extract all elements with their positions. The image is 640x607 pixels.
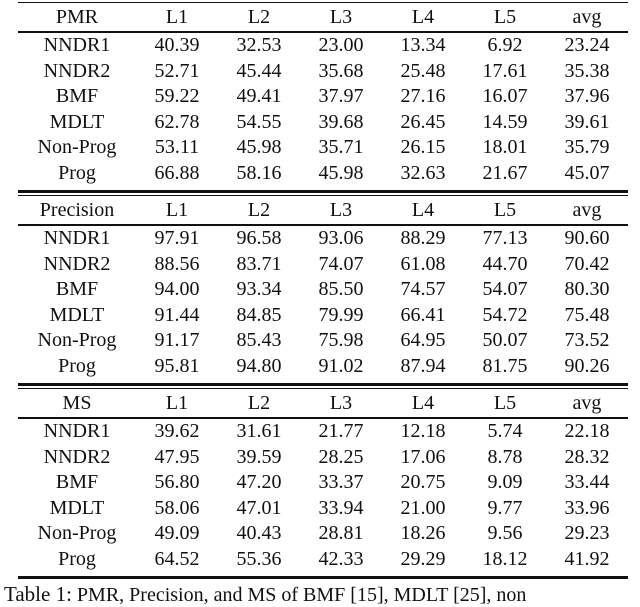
value-cell: 39.61 xyxy=(564,110,610,133)
value-cell: 55.36 xyxy=(236,547,282,570)
value-cell: 14.59 xyxy=(482,110,528,133)
value-cell: 90.26 xyxy=(564,354,610,377)
table-section-pmr xyxy=(18,2,628,186)
column-header: avg xyxy=(546,389,628,418)
table-row xyxy=(18,135,628,161)
table-row xyxy=(18,354,628,380)
value-cell: 93.34 xyxy=(236,278,282,301)
value-cell: 33.96 xyxy=(564,496,610,519)
value-cell: 47.95 xyxy=(154,445,200,468)
value-cell: 58.06 xyxy=(154,496,200,519)
value-cell: 32.53 xyxy=(236,34,282,57)
value-cell: 79.99 xyxy=(318,303,364,326)
method-cell: Prog xyxy=(58,354,96,377)
value-cell: 95.81 xyxy=(154,354,200,377)
table-row xyxy=(18,303,628,329)
table-row xyxy=(18,470,628,496)
value-cell: 83.71 xyxy=(236,252,282,275)
value-cell: 90.60 xyxy=(564,227,610,250)
column-header: L1 xyxy=(136,196,218,225)
value-cell: 17.06 xyxy=(400,445,446,468)
table-row xyxy=(18,547,628,573)
results-table xyxy=(18,2,628,579)
value-cell: 59.22 xyxy=(154,85,200,108)
value-cell: 44.70 xyxy=(482,252,528,275)
value-cell: 28.32 xyxy=(564,445,610,468)
header-row xyxy=(18,196,628,225)
value-cell: 22.18 xyxy=(564,420,610,443)
value-cell: 66.88 xyxy=(154,161,200,184)
section-table xyxy=(18,196,628,379)
method-cell: Prog xyxy=(58,161,96,184)
table-row xyxy=(18,328,628,354)
value-cell: 54.07 xyxy=(482,278,528,301)
value-cell: 9.56 xyxy=(487,522,523,545)
method-cell: Prog xyxy=(58,547,96,570)
value-cell: 49.09 xyxy=(154,522,200,545)
value-cell: 37.96 xyxy=(564,85,610,108)
table-row xyxy=(18,225,628,252)
value-cell: 33.94 xyxy=(318,496,364,519)
method-cell: BMF xyxy=(55,85,99,108)
value-cell: 12.18 xyxy=(400,420,446,443)
value-cell: 77.13 xyxy=(482,227,528,250)
value-cell: 74.07 xyxy=(318,252,364,275)
table-caption xyxy=(4,582,526,607)
value-cell: 18.12 xyxy=(482,547,528,570)
table-section-precision xyxy=(18,196,628,379)
column-header: avg xyxy=(546,196,628,225)
table-row xyxy=(18,252,628,278)
value-cell: 45.98 xyxy=(318,161,364,184)
method-cell: NNDR2 xyxy=(43,445,111,468)
value-cell: 45.44 xyxy=(236,59,282,82)
value-cell: 25.48 xyxy=(400,59,446,82)
method-cell: BMF xyxy=(55,278,99,301)
value-cell: 37.97 xyxy=(318,85,364,108)
value-cell: 8.78 xyxy=(487,445,523,468)
method-cell: MDLT xyxy=(49,303,105,326)
method-cell: MDLT xyxy=(49,496,105,519)
metric-header: Precision xyxy=(18,196,136,225)
value-cell: 75.98 xyxy=(318,329,364,352)
value-cell: 58.16 xyxy=(236,161,282,184)
header-row xyxy=(18,3,628,32)
value-cell: 54.72 xyxy=(482,303,528,326)
header-row xyxy=(18,389,628,418)
value-cell: 32.63 xyxy=(400,161,446,184)
value-cell: 6.92 xyxy=(487,34,523,57)
value-cell: 17.61 xyxy=(482,59,528,82)
method-cell: NNDR1 xyxy=(43,227,111,250)
method-cell: NNDR2 xyxy=(43,252,111,275)
value-cell: 75.48 xyxy=(564,303,610,326)
value-cell: 28.81 xyxy=(318,522,364,545)
table-section-ms xyxy=(18,389,628,572)
value-cell: 40.39 xyxy=(154,34,200,57)
value-cell: 88.56 xyxy=(154,252,200,275)
table-bottom-rule xyxy=(18,576,628,579)
value-cell: 91.17 xyxy=(154,329,200,352)
value-cell: 85.43 xyxy=(236,329,282,352)
value-cell: 35.38 xyxy=(564,59,610,82)
value-cell: 26.45 xyxy=(400,110,446,133)
method-cell: NNDR1 xyxy=(43,34,111,57)
value-cell: 91.44 xyxy=(154,303,200,326)
value-cell: 49.41 xyxy=(236,85,282,108)
column-header: L2 xyxy=(218,389,300,418)
method-cell: Non-Prog xyxy=(37,136,117,159)
value-cell: 42.33 xyxy=(318,547,364,570)
value-cell: 39.68 xyxy=(318,110,364,133)
metric-header: PMR xyxy=(18,3,136,32)
value-cell: 88.29 xyxy=(400,227,446,250)
column-header: L5 xyxy=(464,3,546,32)
value-cell: 97.91 xyxy=(154,227,200,250)
table-row xyxy=(18,59,628,85)
value-cell: 21.00 xyxy=(400,496,446,519)
value-cell: 94.00 xyxy=(154,278,200,301)
value-cell: 9.77 xyxy=(487,496,523,519)
value-cell: 18.01 xyxy=(482,136,528,159)
value-cell: 18.26 xyxy=(400,522,446,545)
method-cell: Non-Prog xyxy=(37,522,117,545)
value-cell: 66.41 xyxy=(400,303,446,326)
caption-label: Table 1: xyxy=(4,582,72,606)
value-cell: 39.62 xyxy=(154,420,200,443)
column-header: L1 xyxy=(136,389,218,418)
value-cell: 62.78 xyxy=(154,110,200,133)
value-cell: 84.85 xyxy=(236,303,282,326)
method-cell: NNDR1 xyxy=(43,420,111,443)
table-row xyxy=(18,496,628,522)
value-cell: 94.80 xyxy=(236,354,282,377)
column-header: L2 xyxy=(218,196,300,225)
method-cell: Non-Prog xyxy=(37,329,117,352)
value-cell: 96.58 xyxy=(236,227,282,250)
method-cell: BMF xyxy=(55,471,99,494)
value-cell: 27.16 xyxy=(400,85,446,108)
value-cell: 41.92 xyxy=(564,547,610,570)
value-cell: 61.08 xyxy=(400,252,446,275)
column-header: avg xyxy=(546,3,628,32)
table-row xyxy=(18,445,628,471)
value-cell: 80.30 xyxy=(564,278,610,301)
value-cell: 50.07 xyxy=(482,329,528,352)
value-cell: 45.98 xyxy=(236,136,282,159)
table-row xyxy=(18,521,628,547)
value-cell: 64.95 xyxy=(400,329,446,352)
metric-header: MS xyxy=(18,389,136,418)
value-cell: 45.07 xyxy=(564,161,610,184)
value-cell: 56.80 xyxy=(154,471,200,494)
column-header: L3 xyxy=(300,3,382,32)
column-header: L5 xyxy=(464,389,546,418)
value-cell: 13.34 xyxy=(400,34,446,57)
value-cell: 23.00 xyxy=(318,34,364,57)
value-cell: 33.37 xyxy=(318,471,364,494)
value-cell: 70.42 xyxy=(564,252,610,275)
value-cell: 74.57 xyxy=(400,278,446,301)
value-cell: 5.74 xyxy=(487,420,523,443)
value-cell: 39.59 xyxy=(236,445,282,468)
value-cell: 35.68 xyxy=(318,59,364,82)
table-row xyxy=(18,84,628,110)
value-cell: 47.20 xyxy=(236,471,282,494)
value-cell: 16.07 xyxy=(482,85,528,108)
method-cell: MDLT xyxy=(49,110,105,133)
value-cell: 35.71 xyxy=(318,136,364,159)
value-cell: 40.43 xyxy=(236,522,282,545)
column-header: L4 xyxy=(382,3,464,32)
column-header: L1 xyxy=(136,3,218,32)
value-cell: 47.01 xyxy=(236,496,282,519)
value-cell: 53.11 xyxy=(154,136,200,159)
value-cell: 21.77 xyxy=(318,420,364,443)
column-header: L4 xyxy=(382,389,464,418)
value-cell: 54.55 xyxy=(236,110,282,133)
value-cell: 52.71 xyxy=(154,59,200,82)
value-cell: 87.94 xyxy=(400,354,446,377)
value-cell: 73.52 xyxy=(564,329,610,352)
table-row xyxy=(18,277,628,303)
table-row xyxy=(18,161,628,187)
column-header: L4 xyxy=(382,196,464,225)
section-table xyxy=(18,389,628,572)
value-cell: 64.52 xyxy=(154,547,200,570)
value-cell: 26.15 xyxy=(400,136,446,159)
value-cell: 28.25 xyxy=(318,445,364,468)
value-cell: 33.44 xyxy=(564,471,610,494)
column-header: L5 xyxy=(464,196,546,225)
section-table xyxy=(18,3,628,186)
table-row xyxy=(18,418,628,445)
value-cell: 81.75 xyxy=(482,354,528,377)
table-row xyxy=(18,32,628,59)
value-cell: 9.09 xyxy=(487,471,523,494)
column-header: L2 xyxy=(218,3,300,32)
value-cell: 31.61 xyxy=(236,420,282,443)
column-header: L3 xyxy=(300,196,382,225)
column-header: L3 xyxy=(300,389,382,418)
value-cell: 91.02 xyxy=(318,354,364,377)
value-cell: 35.79 xyxy=(564,136,610,159)
value-cell: 20.75 xyxy=(400,471,446,494)
caption-text: PMR, Precision, and MS of BMF [15], MDLT [25], non xyxy=(76,584,527,606)
value-cell: 93.06 xyxy=(318,227,364,250)
value-cell: 85.50 xyxy=(318,278,364,301)
value-cell: 21.67 xyxy=(482,161,528,184)
value-cell: 23.24 xyxy=(564,34,610,57)
value-cell: 29.29 xyxy=(400,547,446,570)
value-cell: 29.23 xyxy=(564,522,610,545)
method-cell: NNDR2 xyxy=(43,59,111,82)
table-row xyxy=(18,110,628,136)
